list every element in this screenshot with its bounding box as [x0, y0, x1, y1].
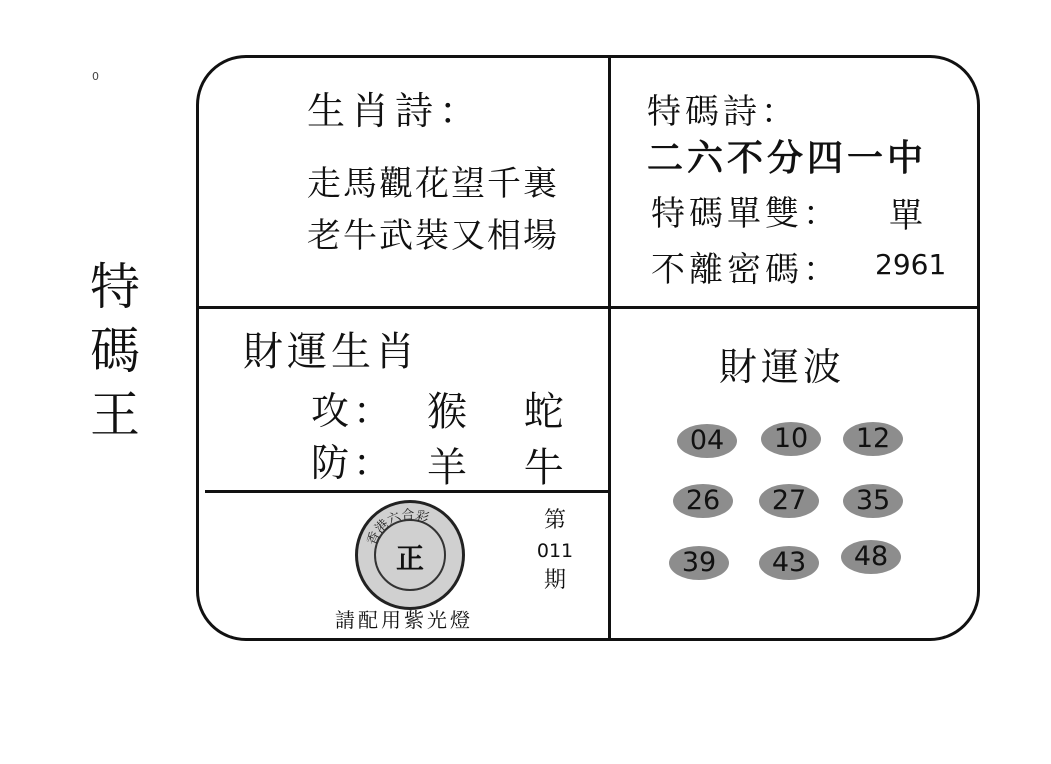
ball-26: 26 — [673, 484, 733, 518]
zodiac-poem-title: 生肖詩： — [307, 89, 484, 133]
ball-04: 04 — [677, 424, 737, 458]
special-code-poem: 二六不分四一中 — [647, 137, 928, 179]
side-title-char-1: 特 — [90, 258, 140, 316]
issue-number-value: 011 — [536, 540, 574, 562]
ball-48: 48 — [841, 540, 901, 574]
ball-43: 43 — [759, 546, 819, 580]
side-title-char-2: 碼 — [90, 322, 140, 380]
ball-39: 39 — [669, 546, 729, 580]
issue-number — [535, 506, 575, 596]
fortune-zodiac-title: 財運生肖 — [243, 329, 419, 375]
uv-lamp-note: 請配用紫光燈 — [335, 608, 473, 632]
key-numbers-value: 2961 — [875, 248, 947, 281]
odd-even-value: 單 — [889, 196, 923, 236]
ball-12: 12 — [843, 422, 903, 456]
issue-prefix: 第 — [543, 508, 566, 533]
odd-even-label: 特碼單雙： — [651, 194, 841, 234]
side-title-char-3: 王 — [90, 386, 140, 444]
ball-10: 10 — [761, 422, 821, 456]
key-numbers-label: 不離密碼： — [651, 250, 841, 290]
zodiac-poem-line-1: 走馬觀花望千裏 — [307, 164, 559, 204]
main-card — [196, 55, 980, 641]
divider-horizontal-middle — [199, 306, 977, 309]
defend-label: 防： — [311, 441, 396, 485]
official-seal — [355, 500, 465, 610]
divider-vertical — [608, 58, 611, 638]
seal-center-char: 正 — [395, 542, 424, 575]
attack-value: 猴 蛇 — [427, 389, 586, 435]
corner-mark: 0 — [92, 70, 99, 83]
svg-text:香港六合彩: 香港六合彩 — [364, 507, 431, 548]
issue-suffix: 期 — [543, 568, 566, 593]
special-code-title: 特碼詩： — [647, 92, 799, 132]
fortune-wave-title: 財運波 — [719, 345, 846, 389]
fortune-wave-balls — [669, 422, 919, 602]
side-title — [80, 255, 150, 447]
attack-label: 攻： — [311, 389, 396, 433]
defend-value: 羊 牛 — [427, 445, 586, 491]
ball-35: 35 — [843, 484, 903, 518]
ball-27: 27 — [759, 484, 819, 518]
zodiac-poem-line-2: 老牛武裝又相場 — [307, 216, 559, 256]
